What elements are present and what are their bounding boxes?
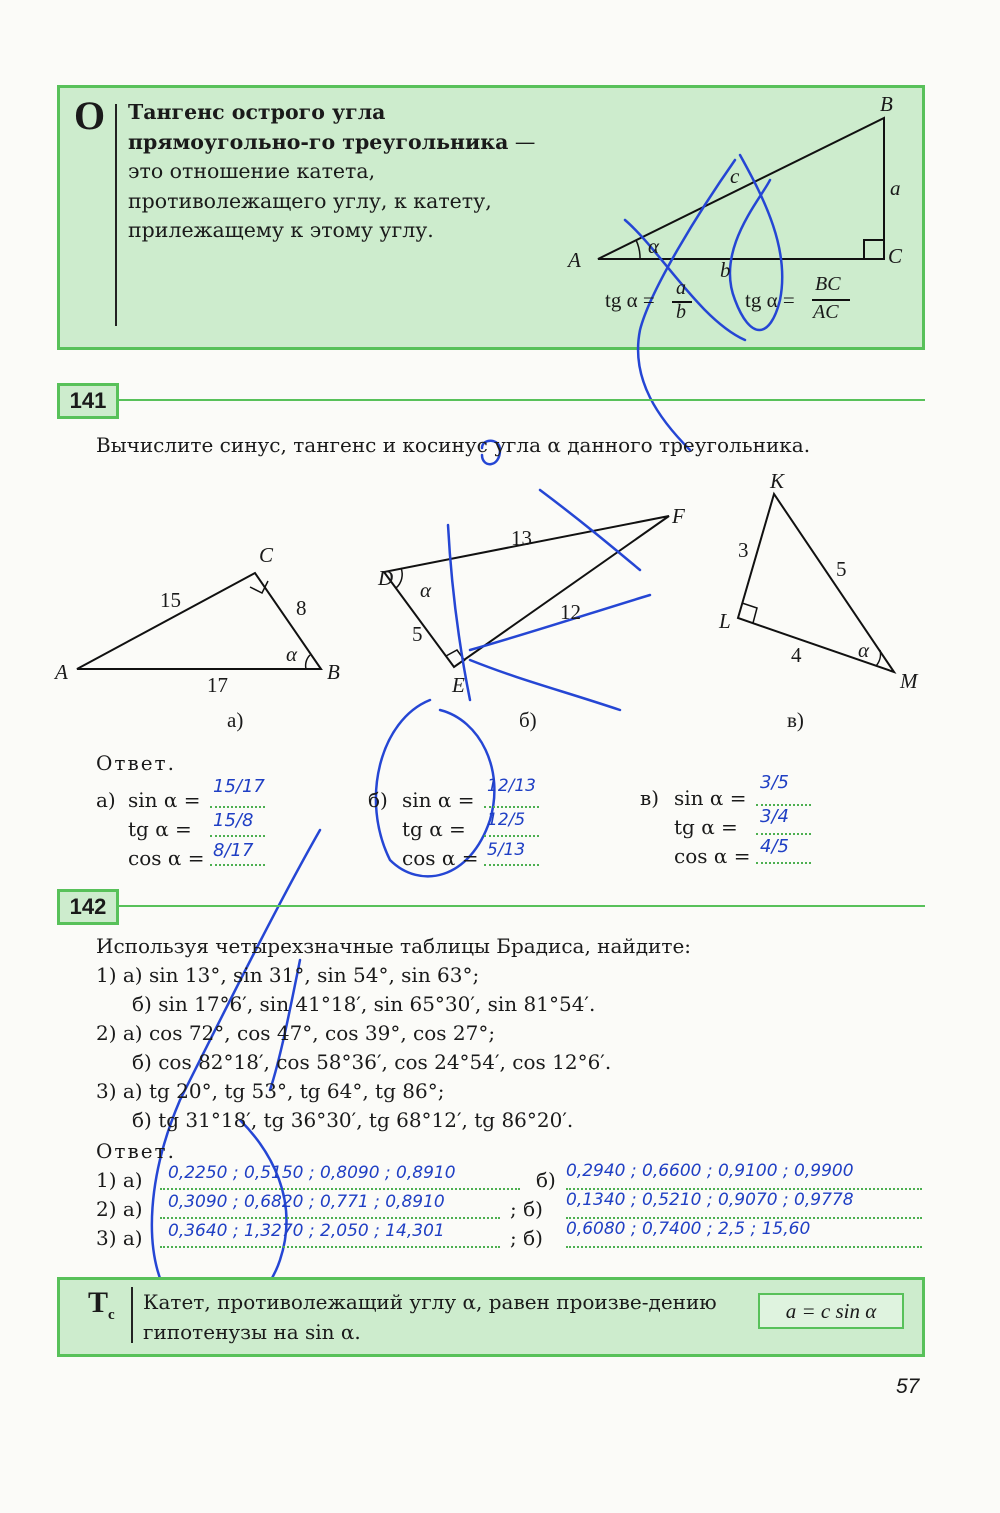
ans-c-cos-line: [756, 862, 811, 864]
task-141-badge: 141: [57, 383, 119, 419]
tri-b-side-5: 5: [412, 622, 423, 646]
definition-rest: — это отношение катета, противолежащего углу, к катету, прилежащему к этому углу.: [128, 129, 536, 242]
t142-row3-b: 0,6080 ; 0,7400 ; 2,5 ; 15,60: [566, 1219, 811, 1239]
triangle-a-right-angle: [250, 581, 268, 593]
ans-a-sin-line: [210, 806, 265, 808]
tri-c-label-L: L: [719, 609, 731, 633]
tri-a-caption: а): [227, 708, 244, 732]
t142-row3-line-b: [566, 1246, 922, 1248]
def-label-C: C: [888, 244, 903, 268]
ans-c-tg: 3/4: [760, 806, 789, 827]
task-142-line-2: б) sin 17°6′, sin 41°18′, sin 65°30′, sin 81°54′.: [132, 992, 596, 1016]
tri-b-side-13: 13: [511, 526, 532, 550]
tri-b-label-E: E: [452, 673, 465, 697]
tri-c-alpha: α: [858, 638, 870, 662]
tri-a-label-B: B: [327, 660, 340, 684]
ans-c-tg-label: tg α =: [674, 815, 738, 839]
theorem-formula: a = c sin α: [758, 1293, 904, 1329]
tri-c-label-K: K: [770, 469, 785, 493]
t142-row2-b: 0,1340 ; 0,5210 ; 0,9070 ; 0,9778: [566, 1190, 854, 1210]
def-angle-arc: [636, 240, 640, 259]
scribble-6: [540, 490, 640, 570]
task-142-answer-label: Ответ.: [96, 1139, 176, 1163]
tri-c-side-5: 5: [836, 557, 847, 581]
ans-b-prefix: б): [368, 788, 388, 812]
task-142-line-6: б) tg 31°18′, tg 36°30′, tg 68°12′, tg 86°20′.: [132, 1108, 574, 1132]
scribble-8: [470, 660, 620, 710]
task-142-prompt: Используя четырехзначные таблицы Брадиса, найдите:: [96, 934, 692, 958]
t142-row2-line-a: [160, 1217, 500, 1219]
theorem-text: Катет, противолежащий углу α, равен произве-дению гипотенузы на sin α.: [143, 1290, 717, 1344]
ans-a-cos-label: cos α =: [128, 846, 205, 870]
theorem-bar: [131, 1287, 133, 1343]
t142-row3-label-a: 3) а): [96, 1226, 143, 1250]
ans-b-sin: 12/13: [487, 776, 536, 796]
ans-b-tg-line: [484, 835, 539, 837]
ans-c-sin: 3/5: [760, 772, 789, 793]
t142-row2-label-b: ; б): [510, 1197, 543, 1221]
ans-a-tg-label: tg α =: [128, 817, 192, 841]
tri-a-label-C: C: [259, 543, 274, 567]
tri-b-side-12: 12: [560, 600, 581, 624]
ans-b-sin-label: sin α =: [402, 788, 475, 812]
t142-row3-line-a: [160, 1246, 500, 1248]
formula2-num: BC: [815, 273, 841, 295]
theorem-letter-sub: c: [108, 1307, 115, 1323]
tri-b-label-F: F: [672, 504, 685, 528]
ans-b-tg-label: tg α =: [402, 817, 466, 841]
task-141-rule: [119, 399, 925, 401]
t142-row3-label-b: ; б): [510, 1226, 543, 1250]
tri-a-side-17: 17: [207, 673, 228, 697]
ans-a-prefix: а): [96, 788, 116, 812]
ans-c-cos-label: cos α =: [674, 844, 751, 868]
page-number: 57: [896, 1375, 920, 1398]
task-142-line-5: 3) а) tg 20°, tg 53°, tg 64°, tg 86°;: [96, 1079, 445, 1103]
def-label-a: a: [890, 176, 901, 200]
formula1-den: b: [676, 301, 686, 323]
ans-b-cos-label: cos α =: [402, 846, 479, 870]
triangle-c-arc: [876, 650, 880, 666]
tri-a-label-A: A: [55, 660, 68, 684]
task-142-rule: [119, 905, 925, 907]
task-142-line-1: 1) а) sin 13°, sin 31°, sin 54°, sin 63°;: [96, 963, 480, 987]
ans-a-sin: 15/17: [213, 776, 265, 797]
ans-c-prefix: в): [640, 786, 660, 810]
tri-c-side-3: 3: [738, 538, 749, 562]
def-label-b: b: [720, 258, 731, 282]
def-label-B: B: [880, 92, 893, 116]
t142-row1-line-a: [160, 1188, 520, 1190]
def-label-alpha: α: [648, 234, 660, 258]
ans-b-cos: 5/13: [487, 840, 526, 860]
tri-c-caption: в): [787, 708, 804, 732]
def-label-c: c: [730, 164, 740, 188]
tri-c-side-4: 4: [791, 643, 802, 667]
tri-a-side-15: 15: [160, 588, 181, 612]
t142-row3-a: 0,3640 ; 1,3270 ; 2,050 ; 14,301: [168, 1221, 445, 1241]
triangle-a: [77, 573, 321, 669]
formula2-lhs: tg α =: [745, 288, 795, 312]
theorem-letter: [88, 1286, 115, 1324]
ans-c-sin-label: sin α =: [674, 786, 747, 810]
triangle-b-arc: [396, 568, 402, 588]
def-triangle: [598, 118, 884, 259]
formula1-num: a: [676, 277, 686, 299]
ans-b-tg: 12/5: [487, 810, 526, 830]
t142-row1-label-a: 1) а): [96, 1168, 143, 1192]
task-142-line-3: 2) а) cos 72°, cos 47°, cos 39°, cos 27°;: [96, 1021, 496, 1045]
tri-a-alpha: α: [286, 642, 298, 666]
ans-a-tg: 15/8: [213, 810, 254, 831]
ans-a-cos-line: [210, 864, 265, 866]
def-right-angle: [864, 240, 884, 259]
task-142-line-4: б) cos 82°18′, cos 58°36′, cos 24°54′, cos 12°6′.: [132, 1050, 612, 1074]
definition-bold: Тангенс острого угла прямоугольно-го треугольника: [128, 100, 509, 154]
formula1-lhs: tg α =: [605, 288, 655, 312]
t142-row2-label-a: 2) а): [96, 1197, 143, 1221]
triangle-c: [738, 494, 894, 672]
t142-row1-label-b: б): [536, 1168, 556, 1192]
definition-letter: O: [74, 93, 106, 138]
tri-b-caption: б): [519, 708, 537, 732]
t142-row1-a: 0,2250 ; 0,5150 ; 0,8090 ; 0,8910: [168, 1163, 456, 1183]
theorem-letter-main: T: [88, 1286, 109, 1319]
ans-b-cos-line: [484, 864, 539, 866]
task-141-prompt: Вычислите синус, тангенс и косинус угла α данного треугольника.: [96, 433, 811, 457]
t142-row1-b: 0,2940 ; 0,6600 ; 0,9100 ; 0,9900: [566, 1161, 854, 1181]
ans-c-tg-line: [756, 833, 811, 835]
def-label-A: A: [568, 248, 581, 272]
ans-a-cos: 8/17: [213, 840, 254, 861]
task-142-badge: 142: [57, 889, 119, 925]
tri-b-alpha: α: [420, 578, 432, 602]
ans-a-sin-label: sin α =: [128, 788, 201, 812]
ans-c-cos: 4/5: [760, 836, 789, 857]
t142-row2-a: 0,3090 ; 0,6820 ; 0,771 ; 0,8910: [168, 1192, 445, 1212]
formula2-den: AC: [813, 301, 839, 323]
ans-b-sin-line: [484, 806, 539, 808]
task-141-answer-label: Ответ.: [96, 751, 176, 775]
tri-c-label-M: M: [900, 669, 918, 693]
ans-a-tg-line: [210, 835, 265, 837]
triangle-a-arc: [306, 655, 310, 669]
tri-b-label-D: D: [378, 566, 394, 590]
tri-a-side-8: 8: [296, 596, 307, 620]
